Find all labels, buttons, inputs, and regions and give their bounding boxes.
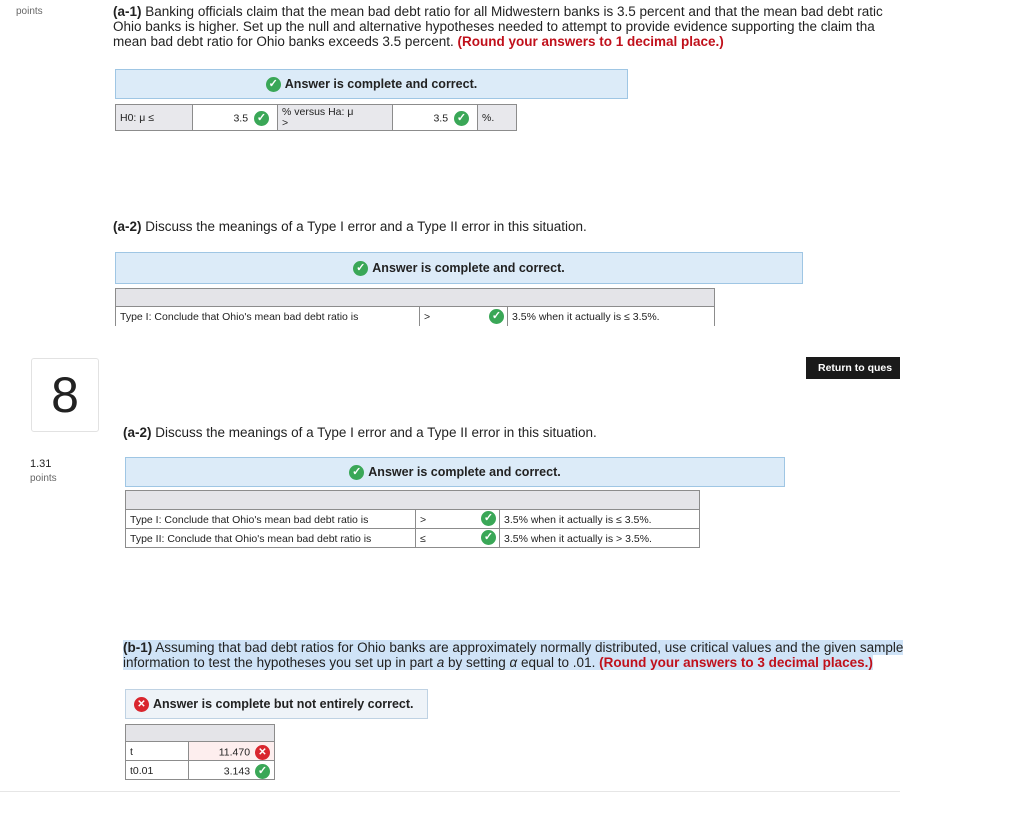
t-label-cell: t: [125, 741, 189, 761]
question-b1-text: [123, 640, 903, 670]
type1-text-cell: Type I: Conclude that Ohio's mean bad debt ratio is: [125, 509, 416, 529]
alpha-symbol: α: [509, 655, 518, 670]
answer-status-banner: [115, 252, 803, 284]
part-label: (b-1): [123, 640, 153, 655]
check-icon: ✓: [489, 309, 504, 324]
points-label: points: [16, 6, 43, 17]
type2-value-cell: 3.5% when it actually is > 3.5%.: [499, 528, 700, 548]
check-icon: ✓: [254, 111, 269, 126]
question-text-line: Discuss the meanings of a Type I error and a Type II error in this situation.: [145, 219, 587, 234]
part-label: (a-1): [113, 4, 142, 19]
table-header: [125, 724, 275, 742]
check-icon: ✓: [353, 261, 368, 276]
check-icon: ✓: [454, 111, 469, 126]
check-icon: ✓: [481, 511, 496, 526]
t-value-input[interactable]: [188, 741, 275, 761]
question-text-line: Assuming that bad debt ratios for Ohio banks are approximately normally distributed, use critical values and the given sample: [155, 640, 904, 655]
question-text-line: equal to .01.: [521, 655, 596, 670]
versus-label-cell: [277, 104, 393, 131]
banner-text: Answer is complete and correct.: [372, 261, 565, 275]
t001-label-cell: t0.01: [125, 760, 189, 780]
points-value: 1.31: [30, 458, 52, 470]
part-letter: a: [436, 655, 445, 670]
type2-text-cell: Type II: Conclude that Ohio's mean bad debt ratio is: [125, 528, 416, 548]
type1-symbol-select[interactable]: >: [419, 306, 508, 326]
h0-value-input[interactable]: [192, 104, 278, 131]
versus-symbol: >: [282, 117, 289, 129]
type1-value-cell: 3.5% when it actually is ≤ 3.5%.: [499, 509, 700, 529]
question-a2-text: [113, 219, 587, 234]
t001-value-input[interactable]: [188, 760, 275, 780]
question-a1-text: [113, 4, 913, 49]
percent-label-cell: %.: [477, 104, 517, 131]
h0-label-cell: H0: μ ≤: [115, 104, 193, 131]
answer-status-banner: [125, 689, 428, 719]
versus-text: % versus Ha: μ: [282, 106, 354, 118]
check-icon: ✓: [266, 77, 281, 92]
question-text-line: by setting: [447, 655, 506, 670]
answer-status-banner: [125, 457, 785, 487]
input-value: 3.5: [233, 112, 249, 125]
question-number: 8: [31, 358, 99, 432]
divider: [0, 791, 900, 792]
ha-value-input[interactable]: [392, 104, 478, 131]
rounding-note: (Round your answers to 1 decimal place.): [457, 34, 724, 49]
banner-text: Answer is complete and correct.: [368, 465, 561, 479]
question-text-line: mean bad debt ratio for Ohio banks exceeds 3.5 percent.: [113, 34, 454, 49]
type1-text-cell: Type I: Conclude that Ohio's mean bad debt ratio is: [115, 306, 420, 326]
input-value: 3.143: [223, 765, 251, 778]
x-icon: ✕: [255, 745, 270, 760]
table-header: [125, 490, 700, 510]
x-icon: ✕: [134, 697, 149, 712]
banner-text: Answer is complete but not entirely correct.: [153, 697, 414, 711]
table-header: [115, 288, 715, 307]
banner-text: Answer is complete and correct.: [284, 77, 478, 91]
input-value: 3.5: [433, 112, 449, 125]
question-a2-text: [123, 425, 597, 440]
rounding-note: (Round your answers to 3 decimal places.): [599, 655, 873, 670]
input-value: 11.470: [218, 746, 251, 759]
part-label: (a-2): [123, 425, 152, 440]
check-icon: ✓: [255, 764, 270, 779]
answer-status-banner: [115, 69, 628, 99]
part-label: (a-2): [113, 219, 142, 234]
type2-symbol-select[interactable]: ≤: [415, 528, 500, 548]
question-text-line: Banking officials claim that the mean bad debt ratio for all Midwestern banks is 3.5 percent and that the mean bad debt ratic: [145, 4, 883, 19]
type1-symbol-select[interactable]: >: [415, 509, 500, 529]
question-text-line: Discuss the meanings of a Type I error and a Type II error in this situation.: [155, 425, 597, 440]
check-icon: ✓: [481, 530, 496, 545]
question-text-line: information to test the hypotheses you set up in part: [123, 655, 433, 670]
check-icon: ✓: [349, 465, 364, 480]
type1-value-cell: 3.5% when it actually is ≤ 3.5%.: [507, 306, 715, 326]
question-text-line: Ohio banks is higher. Set up the null and alternative hypotheses needed to attempt to provide evidence supporting the claim tha: [113, 19, 875, 34]
points-label: points: [30, 473, 57, 484]
return-to-question-button[interactable]: Return to ques: [806, 357, 900, 379]
